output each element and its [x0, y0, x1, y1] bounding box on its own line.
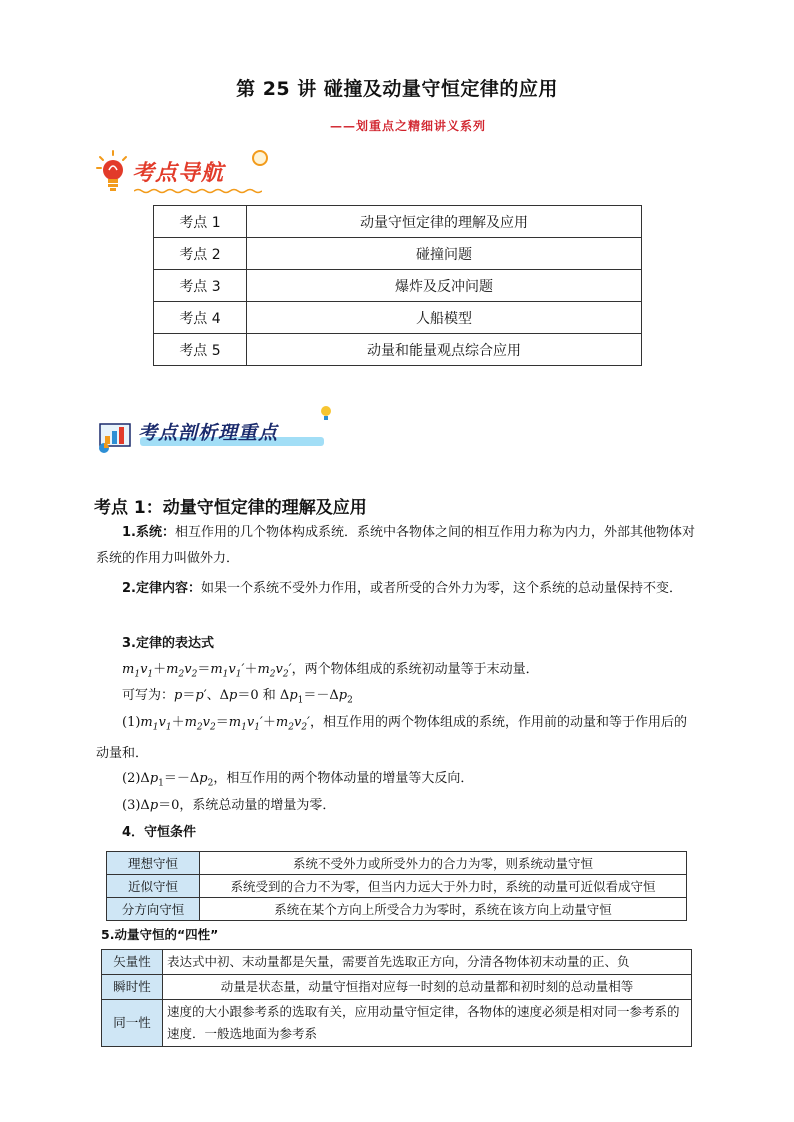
four-properties-table [101, 949, 692, 1047]
condition-value: 系统不受外力或所受外力的合力为零，则系统动量守恒 [200, 852, 687, 875]
table-row [102, 1000, 692, 1047]
topic-key: 考点 5 [154, 334, 247, 366]
table-row [107, 875, 687, 898]
equation-text: ，两个物体组成的系统初动量等于末动量． [291, 662, 539, 677]
paragraph-law [96, 576, 696, 602]
topic-key: 考点 1 [154, 206, 247, 238]
property-key: 矢量性 [102, 950, 163, 975]
para-text: ，相互作用的两个物体动量的增量等大反向． [213, 771, 474, 786]
paragraph-system [96, 520, 696, 572]
topic-value: 碰撞问题 [247, 238, 642, 270]
table-row [154, 302, 642, 334]
analysis-banner [96, 404, 336, 454]
page-subtitle: ——划重点之精细讲义系列 [330, 119, 487, 133]
conditions-table [106, 851, 687, 921]
table-row [107, 898, 687, 921]
table-row [154, 206, 642, 238]
equation-line: 可写为：p＝p′、Δp＝0 和 $\Delta p_1=-\Delta p_2$ [122, 688, 353, 706]
condition-key: 近似守恒 [107, 875, 200, 898]
para-label: 4．守恒条件 [122, 825, 197, 840]
equation-text: 可写为： [122, 688, 175, 703]
paragraph-expression-label [96, 631, 696, 657]
equation-text: 和 [262, 688, 276, 703]
condition-key: 理想守恒 [107, 852, 200, 875]
paragraph-eq2: $(2)\Delta p_1=-\Delta p_2$，相互作用的两个物体动量的增量等大反向． [122, 771, 474, 789]
topic-value: 人船模型 [247, 302, 642, 334]
four-props-label: 5.动量守恒的“四性” [101, 927, 219, 942]
topic-key: 考点 2 [154, 238, 247, 270]
para-text: 相互作用的几个物体构成系统．系统中各物体之间的相互作用力称为内力，外部其他物体对系统的作用力叫做外力． [96, 525, 695, 566]
table-row [102, 950, 692, 975]
table-row [102, 975, 692, 1000]
page-title: 第 25 讲 碰撞及动量守恒定律的应用 [236, 78, 558, 100]
banner-underline [134, 188, 262, 194]
table-row [154, 238, 642, 270]
topic-value: 动量和能量观点综合应用 [247, 334, 642, 366]
property-key: 瞬时性 [102, 975, 163, 1000]
topic-value: 动量守恒定律的理解及应用 [247, 206, 642, 238]
equation-line: $m_1v_1+m_2v_2=m_1v_1'+m_2v_2'$，两个物体组成的系统初动量等于末动量． [122, 662, 539, 680]
lightbulb-icon [96, 150, 130, 196]
paragraph-conditions-label [96, 820, 696, 846]
para-label: 3.定律的表达式 [122, 636, 214, 651]
para-text: 如果一个系统不受外力作用，或者所受的合外力为零，这个系统的总动量保持不变． [200, 581, 682, 596]
topic-value: 爆炸及反冲问题 [247, 270, 642, 302]
property-value: 动量是状态量，动量守恒指对应每一时刻的总动量都和初时刻的总动量相等 [163, 975, 692, 1000]
para-text: ，系统总动量的增量为零． [179, 798, 336, 813]
compass-icon [252, 150, 268, 166]
table-row [154, 270, 642, 302]
para-label: 2.定律内容： [122, 581, 201, 596]
table-row [154, 334, 642, 366]
para-label: 1.系统： [122, 525, 175, 540]
paragraph-eq3: (3)Δp＝0，系统总动量的增量为零． [122, 798, 336, 813]
property-key: 同一性 [102, 1000, 163, 1047]
section-heading: 考点 1：动量守恒定律的理解及应用 [94, 498, 367, 518]
condition-value: 系统在某个方向上所受合力为零时，系统在该方向上动量守恒 [200, 898, 687, 921]
property-value: 速度的大小跟参考系的选取有关，应用动量守恒定律，各物体的速度必须是相对同一参考系的速度．一般选地面为参考系 [163, 1000, 692, 1047]
lightbulb-icon [318, 404, 334, 422]
chart-icon [96, 414, 138, 454]
topic-nav-table [153, 205, 642, 366]
table-row [107, 852, 687, 875]
condition-value: 系统受到的合力不为零，但当内力远大于外力时，系统的动量可近似看成守恒 [200, 875, 687, 898]
paragraph-eq1: $(1)m_1v_1+m_2v_2=m_1v_1'+m_2v_2'$，相互作用的两个物体组成的系统，作用前的动量和等于作用后的动量和． [96, 715, 688, 761]
condition-key: 分方向守恒 [107, 898, 200, 921]
nav-banner [96, 150, 286, 200]
equation: $m_1v_1$ [122, 662, 154, 680]
topic-key: 考点 3 [154, 270, 247, 302]
topic-key: 考点 4 [154, 302, 247, 334]
analysis-banner-text: 考点剖析理重点 [138, 422, 279, 444]
para-text: ，相互作用的两个物体组成的系统，作用前的动量和等于作用后的动量和． [96, 715, 688, 761]
nav-banner-text: 考点导航 [132, 161, 225, 186]
property-value: 表达式中初、末动量都是矢量，需要首先选取正方向，分清各物体初末动量的正、负 [163, 950, 692, 975]
